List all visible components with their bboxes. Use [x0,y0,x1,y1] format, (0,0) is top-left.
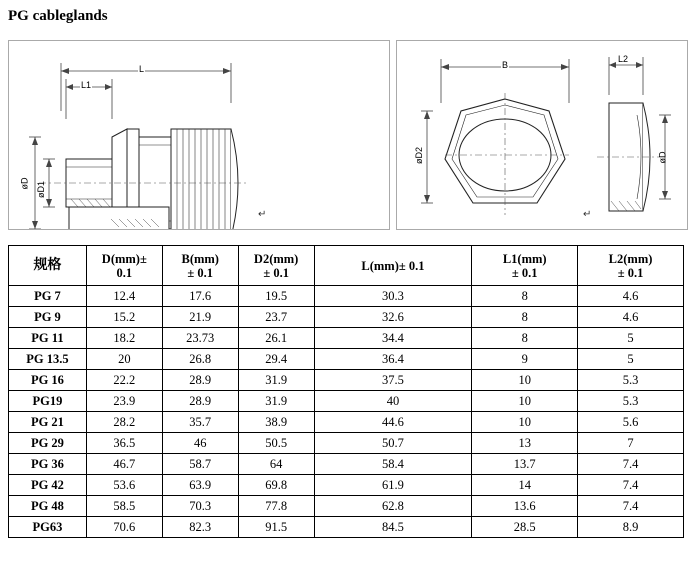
cell-l1: 8 [472,286,578,307]
cell-d2: 23.7 [238,307,314,328]
header-line-1: L1(mm) [502,251,547,266]
cell-spec: PG 16 [9,370,87,391]
cell-l1: 10 [472,391,578,412]
cell-d: 28.2 [86,412,162,433]
header-line-1: 规格 [33,257,62,273]
cell-l1: 8 [472,307,578,328]
cell-d2: 64 [238,454,314,475]
cell-d2: 31.9 [238,370,314,391]
cell-d: 18.2 [86,328,162,349]
header-line-1: B(mm) [181,251,219,266]
cell-d: 15.2 [86,307,162,328]
cell-l: 61.9 [314,475,472,496]
table-row [9,328,684,349]
header-line-2: ± 0.1 [511,265,538,280]
dim-label-L2: L2 [618,54,629,64]
cell-d: 22.2 [86,370,162,391]
cell-d2: 69.8 [238,475,314,496]
cell-d: 20 [86,349,162,370]
table-row [9,433,684,454]
cell-l: 40 [314,391,472,412]
cell-d2: 38.9 [238,412,314,433]
header-line-1: L(mm)± 0.1 [361,258,425,273]
cell-spec: PG 13.5 [9,349,87,370]
cell-l: 30.3 [314,286,472,307]
cell-l1: 28.5 [472,517,578,538]
cell-l2: 5.3 [578,391,684,412]
cell-d2: 31.9 [238,391,314,412]
front-view-svg [397,41,687,229]
column-header-d [86,246,162,286]
cell-b: 35.7 [162,412,238,433]
cell-spec: PG 48 [9,496,87,517]
column-header-d2 [238,246,314,286]
table-row [9,370,684,391]
table-row [9,496,684,517]
cell-l1: 13.6 [472,496,578,517]
cell-spec: PG63 [9,517,87,538]
cell-d: 36.5 [86,433,162,454]
cell-b: 70.3 [162,496,238,517]
cell-l2: 5 [578,328,684,349]
spec-table [8,245,684,538]
dim-label-oD: øD [19,177,30,190]
cell-b: 17.6 [162,286,238,307]
paragraph-mark-right: ↵ [583,209,592,220]
cell-d2: 77.8 [238,496,314,517]
column-header-spec [9,246,87,286]
cell-l1: 9 [472,349,578,370]
cell-l: 84.5 [314,517,472,538]
cell-l: 37.5 [314,370,472,391]
paragraph-mark: ↵ [258,209,267,220]
table-row [9,349,684,370]
dim-label-L: L [139,64,145,74]
cell-b: 58.7 [162,454,238,475]
cell-l1: 10 [472,370,578,391]
cell-l2: 5 [578,349,684,370]
cell-d2: 26.1 [238,328,314,349]
cell-l: 62.8 [314,496,472,517]
cell-d2: 50.5 [238,433,314,454]
cell-spec: PG 9 [9,307,87,328]
cell-d2: 91.5 [238,517,314,538]
cell-b: 26.8 [162,349,238,370]
cell-l: 36.4 [314,349,472,370]
drawing-area [8,40,688,230]
cell-l2: 7.4 [578,475,684,496]
cell-d: 23.9 [86,391,162,412]
cell-l: 50.7 [314,433,472,454]
cell-l2: 5.3 [578,370,684,391]
cell-l1: 13 [472,433,578,454]
column-header-l2 [578,246,684,286]
cell-l2: 5.6 [578,412,684,433]
header-line-1: L2(mm) [608,251,653,266]
front-view-panel [396,40,688,230]
cell-d2: 19.5 [238,286,314,307]
cell-b: 28.9 [162,370,238,391]
cell-d: 70.6 [86,517,162,538]
table-row [9,391,684,412]
header-line-1: D2(mm) [253,251,299,266]
cell-spec: PG 42 [9,475,87,496]
table-row [9,286,684,307]
cell-d: 58.5 [86,496,162,517]
side-view-panel [8,40,390,230]
cell-spec: PG 29 [9,433,87,454]
cell-l1: 14 [472,475,578,496]
cell-l: 32.6 [314,307,472,328]
cell-l1: 13.7 [472,454,578,475]
cell-d: 46.7 [86,454,162,475]
table-row [9,307,684,328]
header-line-2: ± 0.1 [263,265,289,280]
header-line-1: D(mm)± [101,251,147,266]
dim-label-oD-nut: øD [657,151,668,164]
dim-label-L1: L1 [81,80,92,90]
cell-d2: 29.4 [238,349,314,370]
cell-l2: 8.9 [578,517,684,538]
cell-l2: 4.6 [578,286,684,307]
cell-d: 53.6 [86,475,162,496]
column-header-l [314,246,472,286]
cell-l: 44.6 [314,412,472,433]
cell-d: 12.4 [86,286,162,307]
cell-l1: 8 [472,328,578,349]
cell-l2: 7.4 [578,454,684,475]
cell-spec: PG 11 [9,328,87,349]
table-row [9,475,684,496]
cell-l2: 7.4 [578,496,684,517]
table-header-row [9,246,684,286]
cell-spec: PG 36 [9,454,87,475]
header-line-2: 0.1 [116,265,133,280]
cell-l1: 10 [472,412,578,433]
header-line-2: ± 0.1 [617,265,644,280]
cell-spec: PG 7 [9,286,87,307]
table-row [9,517,684,538]
header-line-2: ± 0.1 [187,265,214,280]
cell-l: 58.4 [314,454,472,475]
cell-l: 34.4 [314,328,472,349]
cell-l2: 7 [578,433,684,454]
page-title: PG cableglands [8,8,108,24]
dim-label-oD1: øD1 [36,180,47,199]
dim-label-oD2: øD2 [414,146,425,165]
cell-b: 63.9 [162,475,238,496]
column-header-l1 [472,246,578,286]
table-row [9,454,684,475]
cell-l2: 4.6 [578,307,684,328]
cell-b: 46 [162,433,238,454]
table-row [9,412,684,433]
column-header-b [162,246,238,286]
side-view-svg [9,41,389,229]
cell-b: 23.73 [162,328,238,349]
cell-b: 28.9 [162,391,238,412]
cell-spec: PG19 [9,391,87,412]
cell-b: 82.3 [162,517,238,538]
dim-label-B: B [502,60,509,70]
cell-b: 21.9 [162,307,238,328]
cell-spec: PG 21 [9,412,87,433]
